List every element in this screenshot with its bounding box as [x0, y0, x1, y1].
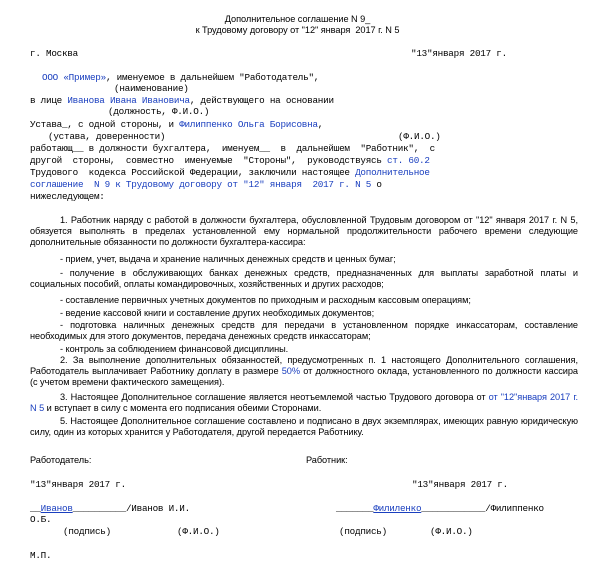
clause-1: 1. Работник наряду с работой в должности бухгалтера, обусловленной Трудовым договором от "12" января 2017 г. N 5, обязуется выполнять в пределах установленной ему нормальной продолжительности рабочего времени следующие дополнительные обязанности по должности бухгалтера-кассира:: [30, 215, 578, 247]
employee-signature-line: _______Филиленко____________/Филиппенко: [336, 503, 544, 514]
employee-fio-hint: (Ф.И.О.): [398, 131, 441, 142]
employee-sign-hint: (подпись): [339, 526, 387, 537]
employee-fio-hint-2: (Ф.И.О.): [430, 526, 473, 537]
duty-4: - ведение кассовой книги и составление других необходимых документов;: [60, 308, 375, 318]
employee-fio-initials: О.Б.: [30, 514, 52, 525]
representative-hint: (должность, Ф.И.О.): [108, 106, 210, 117]
employer-name: ООО «Пример»: [42, 72, 106, 83]
clause-5: 5. Настоящее Дополнительное соглашение составлено и подписано в двух экземплярах, имеющих равную юридическую силу, один из которых хранится у Работодателя, другой передается Работнику.: [30, 416, 578, 437]
contract-link[interactable]: от "12"января 2017 г. N 5: [30, 392, 579, 413]
representative-line: в лице Иванова Ивана Ивановича, действующего на основании: [30, 95, 334, 106]
parties-line-6: другой стороны, совместно именуемые "Стороны", руководствуясь ст. 60.2: [30, 155, 430, 166]
duty-3: - составление первичных учетных документов по приходным и расходным кассовым операциям;: [60, 295, 471, 305]
seal-place: М.П.: [30, 550, 52, 561]
duty-1: - прием, учет, выдача и хранение наличных денежных средств и ценных бумаг;: [60, 254, 396, 264]
agreement-link-1[interactable]: Дополнительное: [355, 167, 430, 178]
employer-fio-hint: (Ф.И.О.): [177, 526, 220, 537]
document-title: Дополнительное соглашение N 9_: [224, 14, 371, 24]
duty-2: - получение в обслуживающих банках денежных средств, предназначенных для выплаты заработной платы и социальных пособий, оплаты командировочных, хозяйственных и других расходов;: [30, 268, 578, 289]
labor-code-link[interactable]: ст. 60.2: [387, 155, 430, 166]
employee-sign-date: "13"января 2017 г.: [412, 479, 508, 490]
employee-signature: Филиленко: [373, 503, 422, 514]
employer-sign-date: "13"января 2017 г.: [30, 479, 126, 490]
parties-line-7: Трудового кодекса Российской Федерации, заключили настоящее Дополнительное: [30, 167, 430, 178]
parties-line-9: нижеследующем:: [30, 191, 105, 202]
employer-signature-line: __Иванов__________/Иванов И.И.: [30, 503, 190, 514]
agreement-link-2[interactable]: соглашение N 9 к Трудовому договору от "12" января 2017 г. N 5: [30, 179, 372, 190]
basis-hint: (устава, доверенности): [48, 131, 166, 142]
duty-6: - контроль за соблюдением финансовой дисциплины.: [60, 344, 289, 354]
employee-name: Филиппенко Ольга Борисовна: [179, 119, 318, 130]
clause-3: 3. Настоящее Дополнительное соглашение является неотъемлемой частью Трудового договора от от "12"января 2017 г. N 5 и вступает в силу с момента его подписания обеими Сторонами.: [30, 392, 579, 413]
duty-5: - подготовка наличных денежных средств для передачи в установленном порядке инкассаторам, составление необходимых для этого документов, передача денежных средств инкассаторам;: [30, 320, 578, 341]
employer-label: Работодатель:: [30, 455, 92, 465]
employer-signature: Иванов: [40, 503, 73, 514]
clause-2: 2. За выполнение дополнительных обязанностей, предусмотренных п. 1 настоящего Дополнительного соглашения, Работодатель выплачивает Работнику доплату в размере 50% от должностного оклада, установленного по должности кассира (с учетом времени фактического замещения).: [30, 355, 578, 387]
rate-percent: 50%: [281, 366, 300, 376]
employer-hint: (наименование): [114, 83, 189, 94]
representative-name: Иванова Ивана Ивановича: [67, 95, 190, 106]
basis-line: Устава_, с одной стороны, и Филиппенко Ольга Борисовна,: [30, 119, 324, 130]
document-subtitle: к Трудовому договору от "12" января 2017 г. N 5: [195, 25, 400, 35]
city: г. Москва: [30, 48, 78, 59]
position-line: работающ__ в должности бухгалтера, именуем__ в дальнейшем "Работник", с: [30, 143, 436, 154]
employee-label: Работник:: [306, 455, 348, 465]
agreement-date: "13"января 2017 г.: [411, 48, 507, 59]
parties-line-8: соглашение N 9 к Трудовому договору от "12" января 2017 г. N 5 о: [30, 179, 382, 190]
employer-sign-hint: (подпись): [63, 526, 111, 537]
employer-line: ООО «Пример», именуемое в дальнейшем "Работодатель",: [42, 72, 320, 83]
